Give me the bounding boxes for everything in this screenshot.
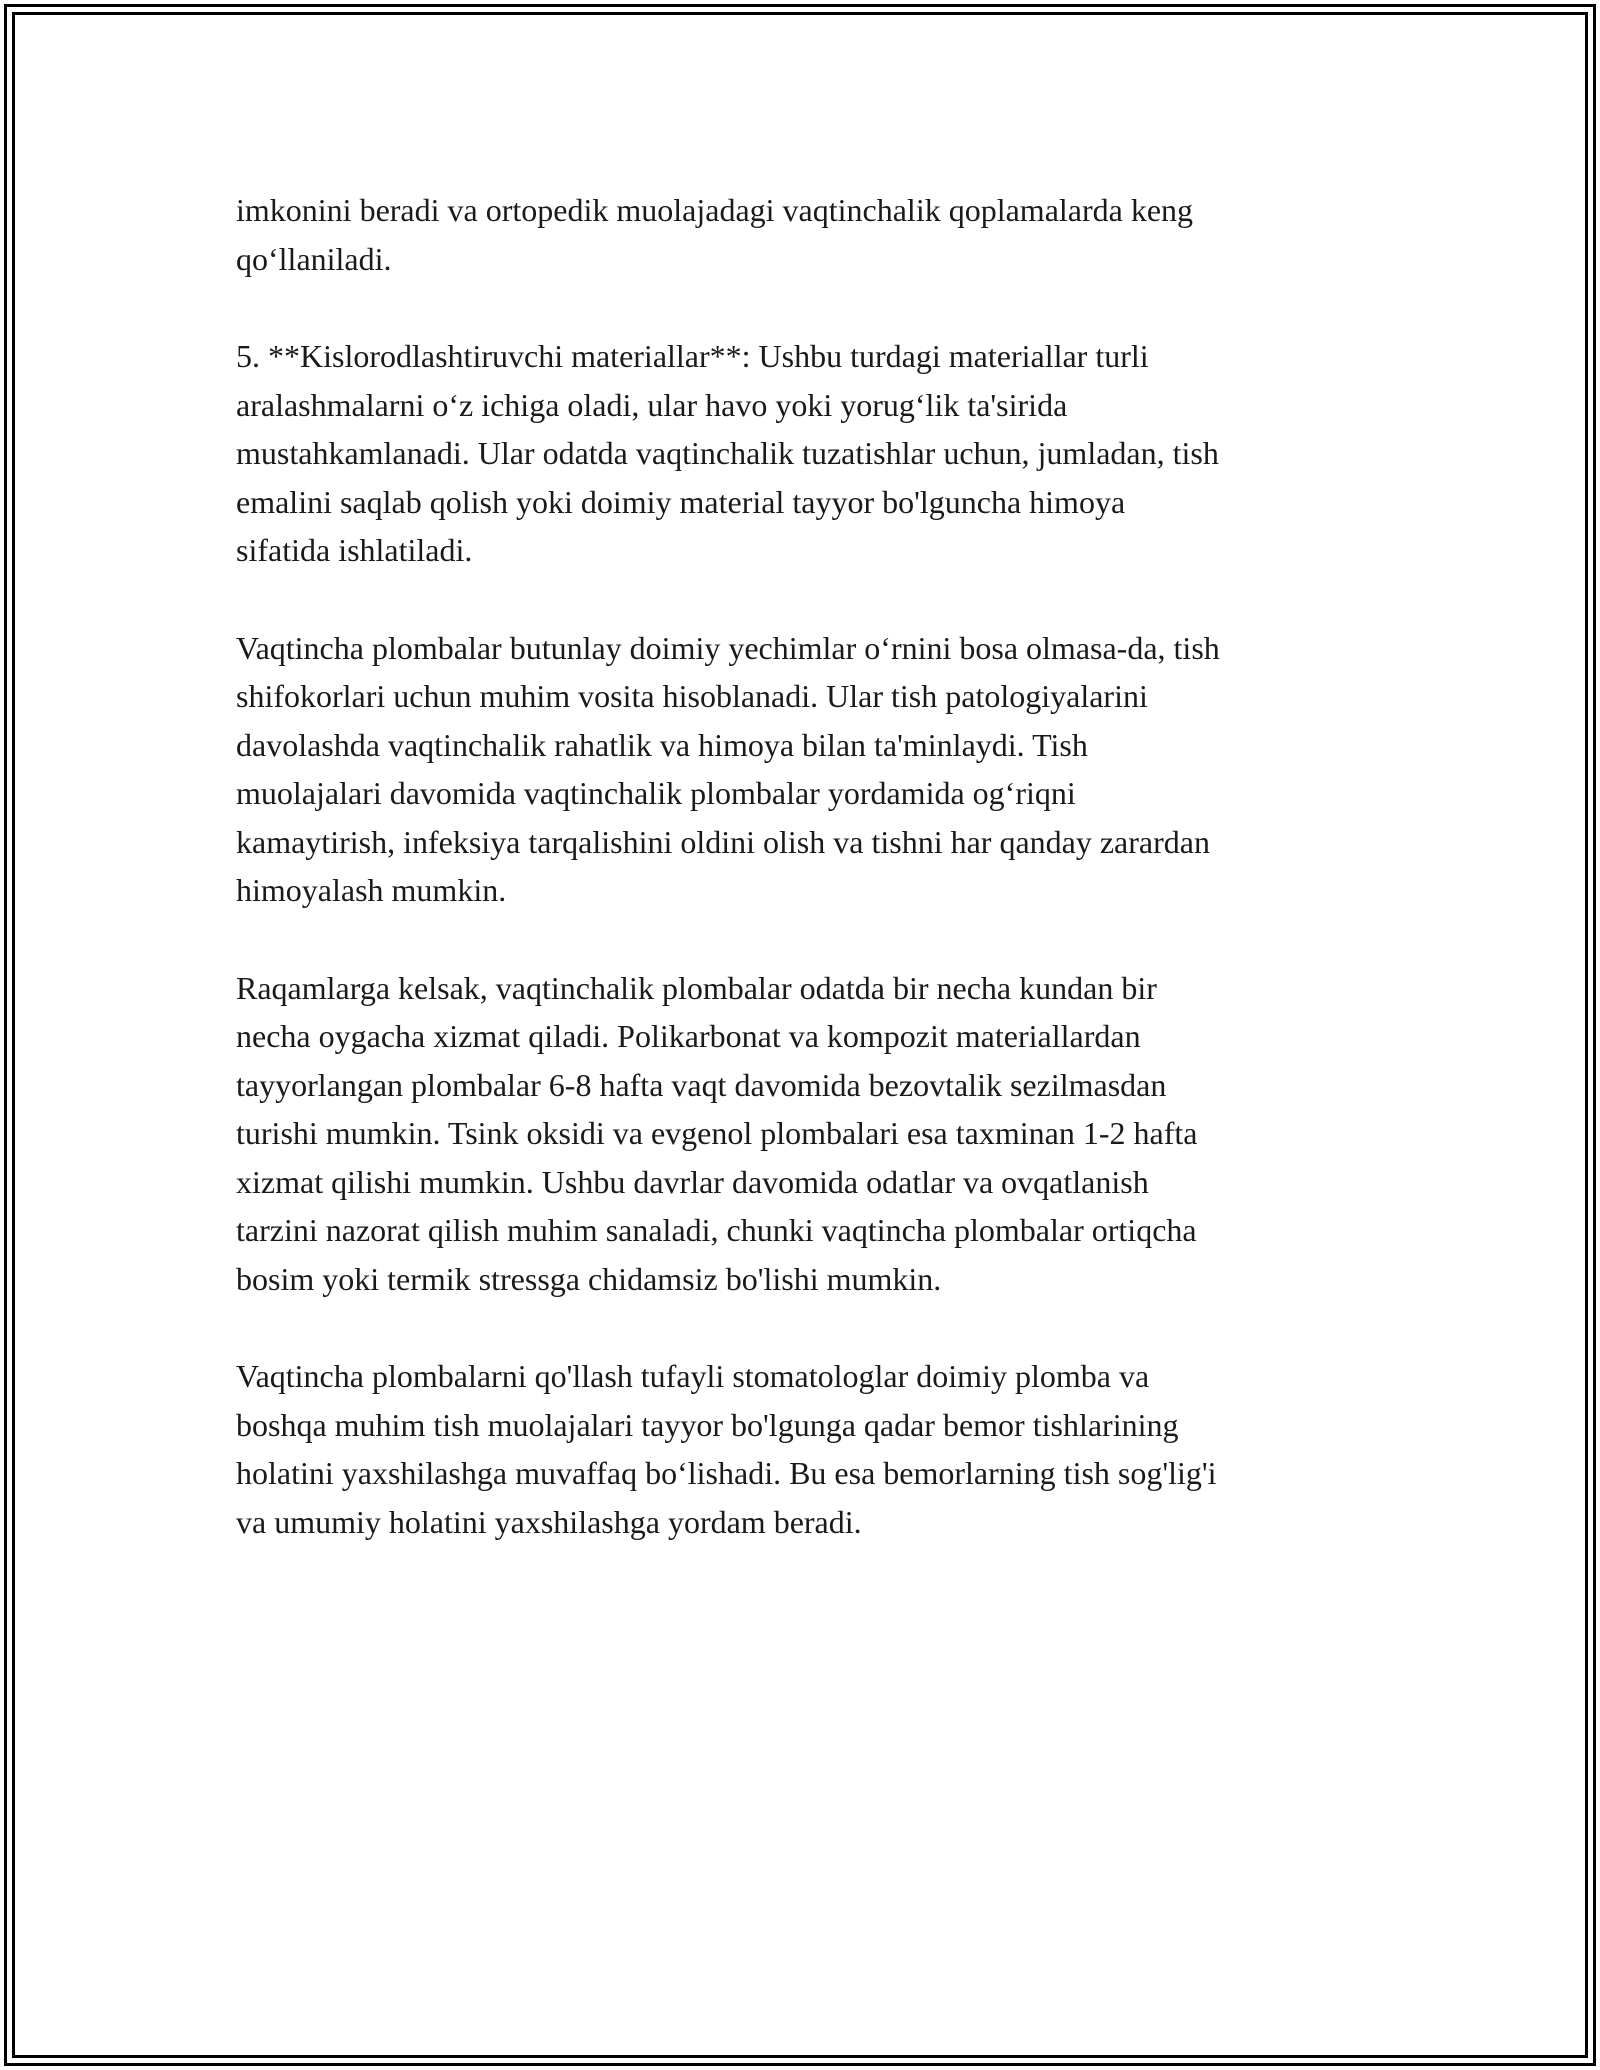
- paragraph-oxygenating-materials: 5. **Kislorodlashtiruvchi materiallar**: Ushbu turdagi materiallar turli aralashmalarni o‘z ichiga oladi, ular havo yoki yorug‘lik ta'sirida mustahkamlanadi. Ular odatda vaqtinchalik tuzatishlar uchun, jumladan, tish emalini saqlab qolish yoki doimiy material tayyor bo'lguncha himoya sifatida ishlatiladi.: [236, 338, 1219, 568]
- paragraph-conclusion: Vaqtincha plombalarni qo'llash tufayli stomatologlar doimiy plomba va boshqa muhim tish muolajalari tayyor bo'lgunga qadar bemor tishlarining holatini yaxshilashga muvaffaq bo‘lishadi. Bu esa bemorlarning tish sog'lig'i va umumiy holatini yaxshilashga yordam beradi.: [236, 1358, 1217, 1540]
- document-body: [236, 186, 1376, 1595]
- paragraph-duration-figures: Raqamlarga kelsak, vaqtinchalik plombalar odatda bir necha kundan bir necha oygacha xizmat qiladi. Polikarbonat va kompozit materiallardan tayyorlangan plombalar 6-8 hafta vaqt davomida bezovtalik sezilmasdan turishi mumkin. Tsink oksidi va evgenol plombalari esa taxminan 1-2 hafta xizmat qilishi mumkin. Ushbu davrlar davomida odatlar va ovqatlanish tarzini nazorat qilish muhim sanaladi, chunki vaqtincha plombalar ortiqcha bosim yoki termik stressga chidamsiz bo'lishi mumkin.: [236, 969, 1198, 1297]
- paragraph-continuation: imkonini beradi va ortopedik muolajadagi vaqtinchalik qoplamalarda keng qo‘llaniladi.: [236, 192, 1194, 277]
- paragraph-temporary-fillings-importance: Vaqtincha plombalar butunlay doimiy yechimlar o‘rnini bosa olmasa-da, tish shifokorlari uchun muhim vosita hisoblanadi. Ular tish patologiyalarini davolashda vaqtinchalik rahatlik va himoya bilan ta'minlaydi. Tish muolajalari davomida vaqtinchalik plombalar yordamida og‘riqni kamaytirish, infeksiya tarqalishini oldini olish va tishni har qanday zarardan himoyalash mumkin.: [236, 629, 1220, 908]
